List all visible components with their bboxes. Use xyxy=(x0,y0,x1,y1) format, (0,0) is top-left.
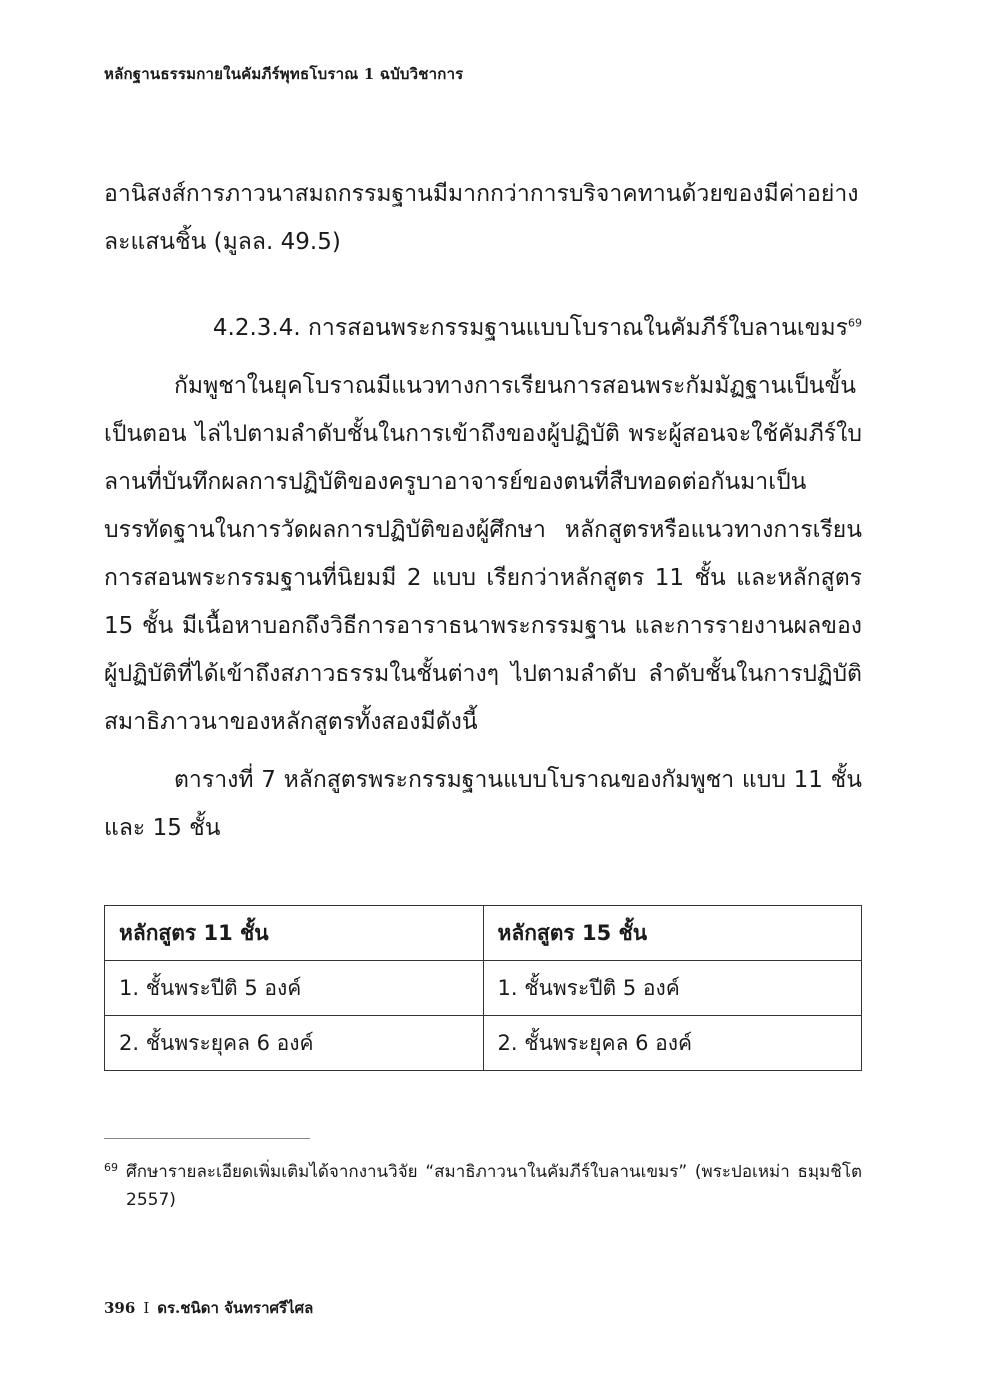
table-header-cell: หลักสูตร 15 ชั้น xyxy=(483,906,862,961)
table-row xyxy=(105,1016,862,1071)
paragraph-2: กัมพูชาในยุคโบราณมีแนวทางการเรียนการสอนพระกัมมัฏฐานเป็นขั้นเป็นตอน ไล่ไปตามลำดับชั้นในการเข้าถึงของผู้ปฏิบัติ พระผู้สอนจะใช้คัมภีร์ใบลานที่บันทึกผลการปฏิบัติของครูบาอาจารย์ของตนที่สืบทอดต่อกันมาเป็นบรรทัดฐานในการวัดผลการปฏิบัติของผู้ศึกษา หลักสูตรหรือแนวทางการเรียนการสอนพระกรรมฐานที่นิยมมี 2 แบบ เรียกว่าหลักสูตร 11 ชั้น และหลักสูตร 15 ชั้น มีเนื้อหาบอกถึงวิธีการอาราธนาพระกรรมฐาน และการรายงานผลของผู้ปฏิบัติที่ได้เข้าถึงสภาวธรรมในชั้นต่างๆ ไปตามลำดับ ลำดับชั้นในการปฏิบัติสมาธิภาวนาของหลักสูตรทั้งสองมีดังนี้ xyxy=(104,373,862,735)
footnote-mark: 69 xyxy=(104,1161,118,1174)
table-cell: 2. ชั้นพระยุคล 6 องค์ xyxy=(483,1016,862,1071)
folio-separator: I xyxy=(143,1299,150,1317)
table-caption: ตารางที่ 7 หลักสูตรพระกรรมฐานแบบโบราณของกัมพูชา แบบ 11 ชั้น และ 15 ชั้น xyxy=(104,767,862,841)
footnote xyxy=(104,1158,862,1214)
table-header-cell: หลักสูตร 11 ชั้น xyxy=(105,906,484,961)
running-head: หลักฐานธรรมกายในคัมภีร์พุทธโบราณ 1 ฉบับวิชาการ xyxy=(104,65,464,83)
table-cell: 1. ชั้นพระปีติ 5 องค์ xyxy=(483,961,862,1016)
footnote-divider xyxy=(104,1138,310,1139)
footnote-ref: 69 xyxy=(848,316,862,330)
table-row xyxy=(105,961,862,1016)
curriculum-table xyxy=(104,905,862,1071)
section-heading xyxy=(104,306,862,350)
section-heading-text: 4.2.3.4. การสอนพระกรรมฐานแบบโบราณในคัมภีร์ใบลานเขมร xyxy=(212,315,848,341)
table-header-row xyxy=(105,906,862,961)
table-cell: 1. ชั้นพระปีติ 5 องค์ xyxy=(105,961,484,1016)
page-footer xyxy=(104,1296,313,1320)
paragraph-1: อานิสงส์การภาวนาสมถกรรมฐานมีมากกว่าการบริจาคทานด้วยของมีค่าอย่างละแสนชิ้น (มูลล. 49.5) xyxy=(104,181,859,255)
author-name: ดร.ชนิดา จันทราศรีไศล xyxy=(157,1299,314,1317)
table-cell: 2. ชั้นพระยุคล 6 องค์ xyxy=(105,1016,484,1071)
page-number: 396 xyxy=(104,1299,136,1317)
footnote-text: ศึกษารายละเอียดเพิ่มเติมได้จากงานวิจัย “สมาธิภาวนาในคัมภีร์ใบลานเขมร” (พระปอเหม่า ธมฺมชิโต 2557) xyxy=(126,1162,862,1210)
